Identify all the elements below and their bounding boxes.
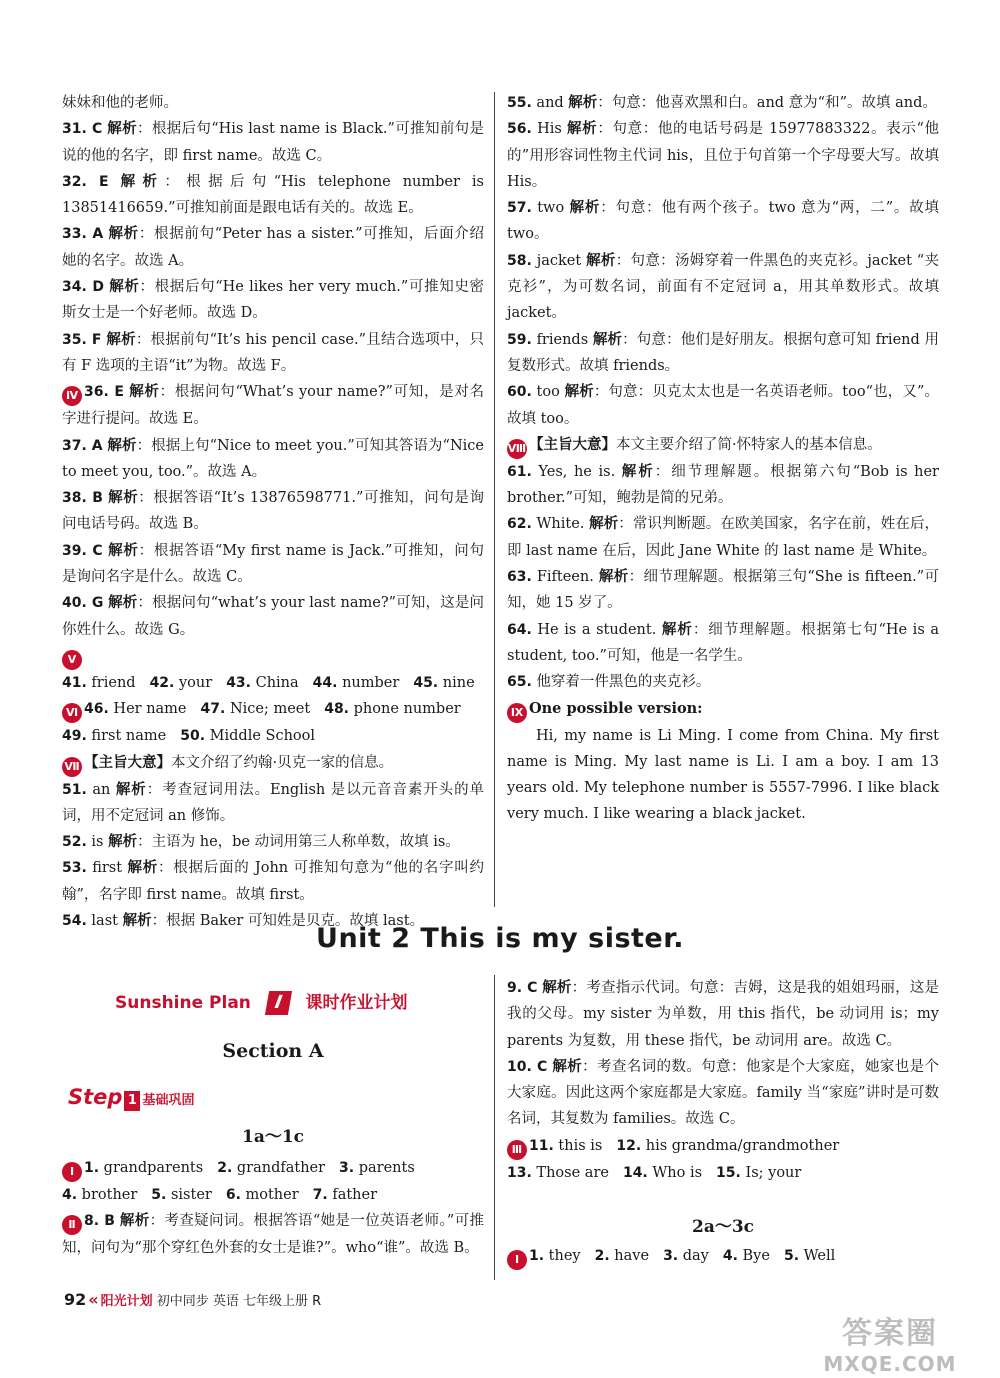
answer-number: 4. [62, 1187, 78, 1203]
explanation-text: ：根据后句“His last name is Black.”可推知前句是说的他的名字，即 first name。故选 C。 [62, 121, 485, 164]
essay-title: One possible version: [529, 699, 703, 717]
answer-number: 48. [324, 701, 350, 718]
answer-number: 3. [663, 1248, 679, 1264]
section-heading: Section A [222, 1040, 324, 1062]
fill-answer [84, 1160, 203, 1176]
explanation-text: ：句意：汤姆穿着一件黑色的夹克衫。jacket “夹克衫”，为可数名词，前面有不定冠词 a，用其单数形式。故填 jacket。 [507, 252, 940, 322]
fill-answer [62, 728, 166, 744]
keyword-label: 解析 [552, 1057, 583, 1075]
explanation-text: ：根据问句“What’s your name?”可知，是对名字进行提问。故选 E。 [62, 384, 484, 428]
right-bottom-answers [507, 975, 939, 1186]
answer-text: too [536, 384, 560, 401]
question-number: 36. E [84, 384, 124, 401]
left-column [62, 90, 484, 934]
answer-number: 12. [616, 1137, 642, 1154]
answer-text: last [91, 913, 118, 930]
question-number: 33. A [62, 226, 104, 243]
answer-text: Nice; meet [229, 701, 311, 718]
explanation-text: ：根据前句“It’s his pencil case.”且结合选项中，只有 F 选项的主语“it”为物。故选 F。 [62, 331, 485, 374]
question-number: 59. [507, 331, 532, 348]
explanation-text: ：句意：他们是好朋友。根据句意可知 friend 用复数形式。故填 friends。 [507, 331, 940, 374]
keyword-label: 解析 [109, 278, 140, 296]
answer-entry [507, 1243, 939, 1270]
fill-answer [62, 675, 136, 691]
answer-text: friends [536, 331, 589, 348]
sunshine-plan-heading [115, 988, 407, 1015]
question-number: 32. E [62, 173, 109, 190]
fill-answer [595, 1248, 649, 1264]
question-number: 35. F [62, 331, 102, 348]
answer-entry [62, 696, 484, 723]
question-number: 61. [507, 463, 532, 480]
keyword-label: 解析 [107, 120, 137, 138]
fill-answer [784, 1248, 835, 1264]
fill-answer [716, 1165, 801, 1181]
answer-number: 46. [84, 701, 109, 718]
answer-text: grandparents [103, 1160, 204, 1176]
watermark [800, 1308, 980, 1376]
step-number: 1 [124, 1091, 140, 1111]
question-number: 39. C [62, 542, 103, 559]
keyword-label: 解析 [107, 436, 137, 454]
answer-entry [507, 248, 939, 327]
answer-text: father [332, 1187, 378, 1203]
fill-answer [84, 701, 187, 717]
page-number: 92 [64, 1290, 87, 1309]
section-tag: Ⅱ [62, 1215, 82, 1235]
explanation-text: ：考查指示代词。句意：吉姆，这是我的姐姐玛丽，这是我的父母。my sister 为单数，用 this 指代，be 动词用 is；my parents 为复数，用 these 指代，be 动词用 are。故选 C。 [507, 980, 939, 1049]
answer-text: they [548, 1248, 581, 1264]
fill-answer [201, 701, 311, 717]
answer-entry [62, 777, 484, 830]
answer-text: Her name [113, 701, 187, 718]
explanation-text: ：考查冠词用法。English 是以元音音素开头的单词，用不定冠词 an 修饰。 [62, 781, 485, 824]
answer-text: Who is [652, 1164, 703, 1181]
question-number: 65. [507, 674, 532, 691]
fill-answer [616, 1138, 839, 1154]
question-number: 10. C [507, 1058, 548, 1075]
answer-entry [507, 1133, 939, 1160]
answer-entry [507, 195, 939, 248]
section-tag: Ⅸ [507, 703, 527, 723]
right-column-bottom [507, 975, 939, 1186]
keyword-label: 解析 [598, 568, 629, 586]
question-number: 56. [507, 121, 532, 138]
explanation-text: ：考查名词的数。句意：他家是个大家庭，她家也是个大家庭。因此这两个家庭都是大家庭。family 当“家庭”讲时是可数名词，其复数为 families。故选 C。 [507, 1058, 940, 1128]
keyword-label: 解析 [119, 1212, 150, 1230]
step-word: Step [68, 1085, 123, 1109]
fill-answer [324, 701, 461, 717]
column-divider-top [494, 92, 495, 907]
question-number: 9. C [507, 980, 538, 996]
question-number: 8. B [84, 1213, 115, 1230]
answer-number: 7. [312, 1187, 328, 1203]
answer-number: 5. [151, 1187, 167, 1203]
keyword-label: 解析 [661, 620, 693, 638]
keyword-label: 【主旨大意】 [84, 753, 171, 771]
keyword-label: 解析 [568, 94, 598, 111]
answer-text: His [537, 121, 562, 138]
question-number: 60. [507, 384, 532, 401]
keyword-label: 解析 [108, 489, 139, 507]
keyword-label: 解析 [542, 979, 572, 996]
right-column [507, 90, 939, 828]
fill-answer [663, 1248, 709, 1264]
explanation-text: 本文介绍了约翰·贝克一家的信息。 [171, 754, 394, 771]
answer-entry [507, 617, 939, 670]
step-label: 基础巩固 [142, 1093, 195, 1108]
answer-entry [62, 327, 484, 380]
subsection-heading-1a-1c: 1a～1c [241, 1127, 305, 1147]
question-number: 53. [62, 860, 87, 877]
answer-entry [62, 855, 484, 908]
keyword-label: 解析 [586, 251, 616, 269]
explanation-text: ：常识判断题。在欧美国家，名字在前，姓在后，即 last name 在后，因此 Jane White 的 last name 是 White。 [507, 516, 940, 559]
section-tag: Ⅳ [62, 386, 82, 406]
answer-text: sister [170, 1187, 212, 1203]
answer-number: 4. [722, 1248, 738, 1264]
answer-number: 6. [225, 1187, 241, 1203]
fill-answer [62, 1187, 137, 1203]
keyword-label: 解析 [120, 172, 165, 190]
question-number: 38. B [62, 490, 103, 507]
answer-entry [62, 221, 484, 274]
answer-number: 14. [622, 1164, 648, 1181]
answer-text: brother [81, 1187, 138, 1203]
fill-answer [226, 675, 298, 691]
explanation-text: ：根据前句“Peter has a sister.”可推知，后面介绍她的名字。故选 A。 [62, 226, 484, 269]
answer-text: this is [558, 1137, 603, 1154]
subsection-heading-2a-3c: 2a～3c [691, 1217, 755, 1237]
explanation-text: 本文主要介绍了简·怀特家人的基本信息。 [616, 436, 882, 453]
fill-answer [413, 675, 474, 691]
answer-text: have [614, 1248, 650, 1264]
answer-entry [507, 1160, 939, 1186]
fill-answer [180, 728, 315, 744]
answer-text: jacket [536, 252, 582, 269]
answer-entry [507, 116, 939, 195]
fill-answer [150, 675, 213, 691]
explanation-text: ：细节理解题。根据第六句“Bob is her brother.”可知，鲍勃是简的兄弟。 [507, 463, 939, 507]
answer-entry [62, 1208, 484, 1261]
answer-number: 50. [180, 728, 206, 745]
answer-entry [507, 327, 939, 380]
question-number: 51. [62, 781, 87, 798]
question-number: 55. [507, 95, 532, 111]
answer-entry [507, 90, 939, 116]
question-number: 52. [62, 834, 87, 851]
explanation-text: ：根据 Baker 可知姓是贝克。故填 last。 [151, 913, 425, 930]
fill-answer [217, 1160, 325, 1176]
answer-entry [507, 511, 939, 564]
fill-answer [313, 1187, 377, 1203]
question-number: 37. A [62, 437, 103, 454]
answer-entry [62, 750, 484, 777]
explanation-text: ：根据上句“Nice to meet you.”可知其答语为“Nice to meet you, too.”。故选 A。 [62, 437, 484, 480]
keyword-label: 【主旨大意】 [529, 435, 616, 453]
keyword-label: 解析 [122, 912, 152, 930]
question-number: 58. [507, 252, 532, 269]
fill-answer [151, 1187, 212, 1203]
fill-answer [313, 675, 400, 691]
answer-entry [507, 975, 939, 1054]
answer-text: mother [245, 1187, 299, 1203]
answer-text: number [342, 674, 400, 691]
explanation-text: 他穿着一件黑色的夹克衫。 [536, 674, 711, 691]
explanation-text: ：考查疑问词。根据答语“她是一位英语老师。”可推知，问句为“那个穿红色外套的女士是谁?”。who“谁”。故选 B。 [62, 1213, 485, 1257]
answer-text: two [537, 200, 565, 217]
keyword-label: 解析 [108, 594, 138, 612]
answer-entry [62, 538, 484, 591]
answer-text: is [91, 834, 104, 851]
answer-entry [507, 564, 939, 617]
explanation-text: ：细节理解题。根据第三句“She is fifteen.”可知，她 15 岁了。 [507, 569, 940, 612]
fill-answer [529, 1248, 581, 1264]
explanation-text: ：根据答语“My first name is Jack.”可推知，问句是询问名字是什么。故选 C。 [62, 542, 485, 586]
answer-number: 1. [84, 1160, 100, 1176]
step-heading [68, 1085, 194, 1111]
answer-text: Fifteen. [536, 569, 594, 586]
answer-text: an [92, 781, 111, 798]
answer-number: 49. [62, 728, 87, 745]
fill-answer [623, 1165, 702, 1181]
answer-entry [62, 433, 484, 486]
watermark-url: MXQE.COM [823, 1352, 957, 1376]
keyword-label: 解析 [589, 515, 619, 533]
question-number: 34. D [62, 279, 104, 296]
answer-text: and [536, 95, 564, 111]
answer-entry [62, 1182, 484, 1208]
answer-number: 42. [149, 674, 175, 691]
keyword-label: 解析 [129, 383, 160, 401]
answer-entry [507, 669, 939, 695]
answer-text: China [255, 674, 299, 691]
answer-text: Bye [742, 1248, 770, 1264]
section-tag: Ⅰ [507, 1250, 527, 1270]
answer-number: 47. [200, 701, 226, 718]
answer-entry [62, 643, 484, 696]
answer-entry [62, 1155, 484, 1182]
unit-title: Unit 2 This is my sister. [316, 923, 684, 954]
answer-number: 2. [217, 1160, 233, 1176]
question-number: 62. [507, 516, 532, 533]
explanation-text: ：句意：他有两个孩子。two 意为“两，二”。故填 two。 [507, 200, 940, 243]
answer-number: 2. [594, 1248, 610, 1264]
keyword-label: 解析 [115, 780, 147, 798]
answer-text: Is; your [745, 1164, 802, 1181]
answer-text: nine [442, 674, 475, 691]
answer-entry [62, 590, 484, 643]
keyword-label: 解析 [127, 859, 158, 877]
answer-entry [62, 169, 484, 222]
answer-text: He is a student. [537, 621, 657, 638]
answer-text: day [682, 1248, 709, 1264]
keyword-label: 解析 [569, 199, 601, 217]
answer-number: 45. [413, 674, 439, 691]
question-number: 57. [507, 200, 532, 217]
fill-answer [723, 1248, 770, 1264]
right-bottom-answers-2 [507, 1243, 939, 1270]
keyword-label: 解析 [567, 120, 598, 138]
keyword-label: 解析 [106, 330, 136, 348]
section-tag: Ⅵ [62, 703, 82, 723]
answer-number: 3. [339, 1160, 355, 1176]
plan-mark: I [265, 991, 292, 1015]
answer-number: 11. [529, 1137, 554, 1154]
answer-text: Those are [536, 1164, 609, 1181]
answer-text: White. [536, 516, 585, 533]
explanation-text: 妹妹和他的老师。 [62, 95, 178, 111]
explanation-text: ：句意：他的电话号码是 15977883322。表示“他的”用形容词性物主代词 his，且位于句首第一个字母要大写。故填 His。 [507, 121, 940, 190]
answer-text: Middle School [209, 728, 316, 745]
answer-number: 13. [507, 1164, 532, 1181]
keyword-label: 解析 [564, 383, 594, 401]
answer-number: 44. [312, 674, 338, 691]
book-title: 初中同步 英语 七年级上册 R [156, 1294, 322, 1309]
brand-name: 阳光计划 [100, 1294, 153, 1309]
answer-entry [507, 432, 939, 459]
fill-answer [339, 1160, 415, 1176]
explanation-text: ：根据答语“It’s 13876598771.”可推知，问句是询问电话号码。故选 B。 [62, 490, 484, 533]
keyword-label: 解析 [592, 330, 623, 348]
keyword-label: 解析 [108, 225, 139, 243]
essay-paragraph: Hi, my name is Li Ming. I come from China. My first name is Ming. My last name is Li. I am a boy. I am 13 years old. My telephone number is 5557-7996. I like black very much. I like wearing a black jacket. [507, 727, 939, 823]
answer-entry [62, 485, 484, 538]
answer-number: 15. [716, 1164, 741, 1181]
explanation-text: ：根据后句“He likes her very much.”可推知史密斯女士是一个好老师。故选 D。 [62, 279, 485, 322]
keyword-label: 解析 [108, 833, 138, 851]
plan-prefix: Sunshine Plan [115, 993, 251, 1013]
answer-text: grandfather [236, 1160, 326, 1176]
answer-entry [507, 379, 939, 432]
left-column-bottom [62, 1155, 484, 1262]
question-number: 64. [507, 621, 532, 638]
explanation-text: ：细节理解题。根据第七句“He is a student, too.”可知，他是一名学生。 [507, 621, 939, 664]
section-tag: Ⅴ [62, 650, 82, 670]
question-number: 31. C [62, 121, 103, 138]
section-tag: Ⅶ [62, 757, 82, 777]
answer-number: 1. [529, 1248, 545, 1264]
section-tag: Ⅲ [507, 1140, 527, 1160]
explanation-text: ：句意：他喜欢黑和白。and 意为“和”。故填 and。 [597, 95, 937, 111]
answer-number: 43. [226, 674, 251, 691]
section-tag: Ⅷ [507, 439, 527, 459]
section-tag: Ⅰ [62, 1162, 82, 1182]
answer-number: 5. [783, 1248, 800, 1264]
explanation-text: ：句意：贝克太太也是一名英语老师。too“也，又”。故填 too。 [507, 384, 940, 427]
answer-text: parents [358, 1160, 415, 1176]
fill-answer [529, 1138, 602, 1154]
explanation-text: ：根据后面的 John 可推知句意为“他的名字叫约翰”，名字即 first name。故填 first。 [62, 860, 485, 903]
page-footer [64, 1290, 321, 1309]
answer-text: first [92, 860, 123, 877]
answer-entry [62, 116, 484, 169]
answer-entry [62, 274, 484, 327]
question-number: 63. [507, 569, 532, 586]
fill-answer [507, 1165, 609, 1181]
answer-text: phone number [353, 701, 461, 718]
answer-text: your [178, 674, 213, 691]
watermark-logo: 答案圈 [842, 1316, 938, 1351]
answer-text: friend [91, 674, 136, 691]
answer-entry [62, 829, 484, 855]
keyword-label: 解析 [621, 462, 655, 480]
explanation-text: ：根据问句“what’s your last name?”可知，这是问你姓什么。故选 G。 [62, 595, 485, 638]
keyword-label: 解析 [108, 541, 139, 559]
answer-text: his grandma/grandmother [645, 1137, 840, 1154]
answer-entry [507, 459, 939, 512]
explanation-text: ：主语为 he，be 动词用第三人称单数，故填 is。 [137, 834, 460, 851]
answer-text: Well [803, 1248, 836, 1264]
answer-entry [507, 1054, 939, 1133]
plan-label: 课时作业计划 [305, 993, 408, 1013]
answer-number: 41. [62, 674, 87, 691]
answer-entry [62, 90, 484, 116]
answer-entry [62, 379, 484, 432]
answer-text: Yes, he is. [538, 463, 616, 480]
answer-text: first name [91, 728, 167, 745]
answer-entry [62, 723, 484, 749]
question-number: 40. G [62, 595, 104, 612]
explanation-text: ：根据后句“His telephone number is 13851416659.”可推知前面是跟电话有关的。故选 E。 [62, 173, 484, 217]
question-number: 54. [62, 913, 87, 930]
column-divider-bottom [494, 975, 495, 1280]
fill-answer [226, 1187, 299, 1203]
answer-entry [507, 696, 939, 723]
double-chevron-icon: « [88, 1290, 99, 1309]
